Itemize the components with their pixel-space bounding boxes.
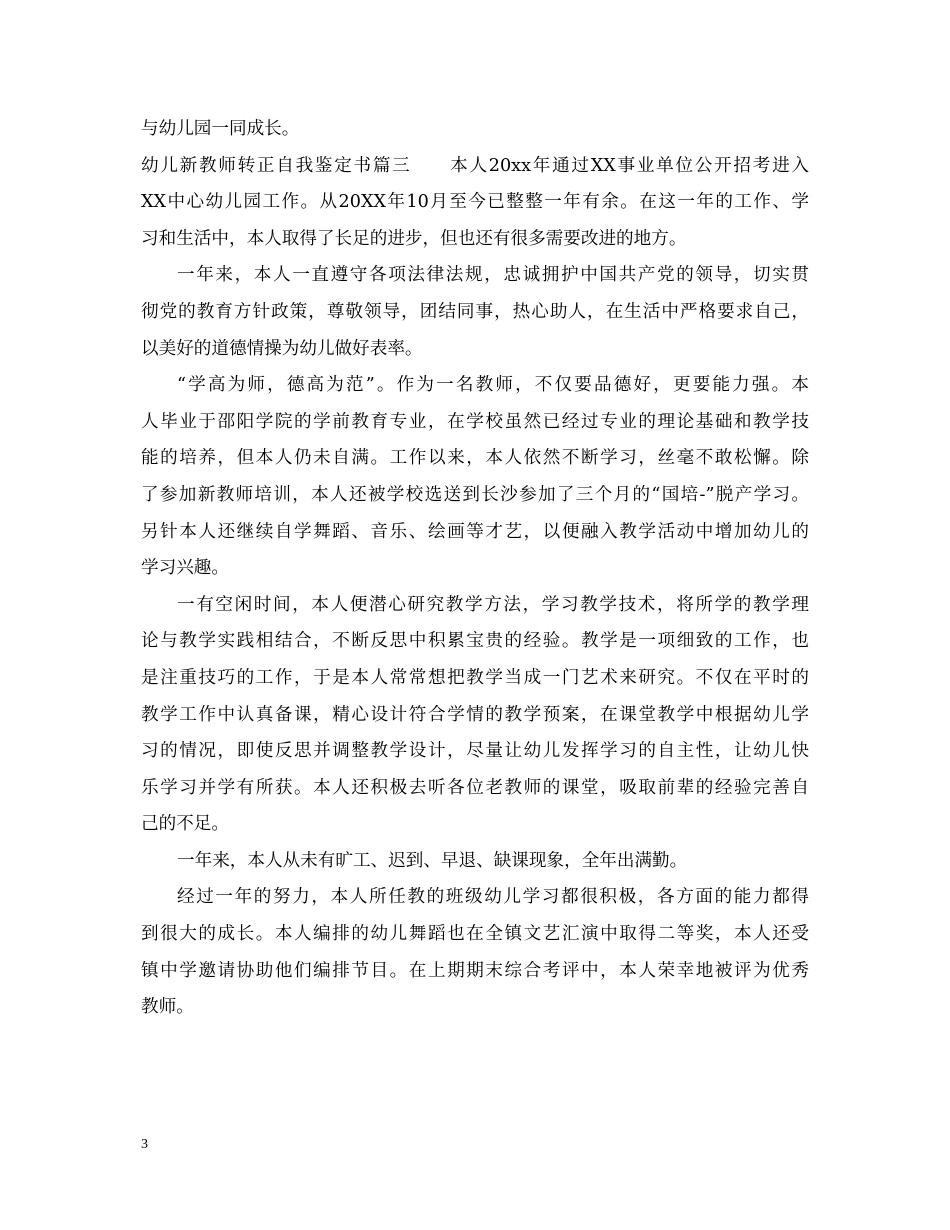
- text-line: 一年来，本人一直遵守各项法律法规，忠诚拥护中国共产党的领导，切实贯: [177, 265, 809, 286]
- text-line: 一有空闲时间，本人便潜心研究教学方法，学习教学技术，将所学的教学理: [177, 594, 809, 615]
- text-line: “学高为师，德高为范”。作为一名教师，不仅要品德好，更要能力强。本: [177, 375, 809, 396]
- text-line: 习的情况，即使反思并调整教学设计，尽量让幼儿发挥学习的自主性，让幼儿快: [141, 741, 809, 762]
- text-line: 另针本人还继续自学舞蹈、音乐、绘画等才艺，以便融入教学活动中增加幼儿的: [141, 521, 809, 542]
- text-line: 经过一年的努力，本人所任教的班级幼儿学习都很积极，各方面的能力都得: [177, 887, 809, 908]
- text-line: 到很大的成长。本人编排的幼儿舞蹈也在全镇文艺汇演中取得二等奖，本人还受: [141, 924, 809, 945]
- text-line: 彻党的教育方针政策，尊敬领导，团结同事，热心助人，在生活中严格要求自己，: [141, 301, 809, 322]
- text-line: 己的不足。: [141, 814, 229, 835]
- text-line: 一年来，本人从未有旷工、迟到、早退、缺课现象，全年出满勤。: [177, 850, 688, 871]
- text-line: 教师。: [141, 997, 194, 1018]
- text-line: 能的培养，但本人仍未自满。工作以来，本人依然不断学习，丝毫不敢松懈。除: [141, 448, 809, 469]
- text-line: 人毕业于邵阳学院的学前教育专业，在学校虽然已经过专业的理论基础和教学技: [141, 411, 809, 432]
- page-number: 3: [141, 1137, 148, 1152]
- text-line: 与幼儿园一同成长。: [141, 119, 300, 139]
- text-line: 镇中学邀请协助他们编排节目。在上期期末综合考评中，本人荣幸地被评为优秀: [141, 960, 809, 981]
- text-line: 论与教学实践相结合，不断反思中积累宝贵的经验。教学是一项细致的工作，也: [141, 631, 809, 652]
- text-line: 幼儿新教师转正自我鉴定书篇三 本人20xx年通过XX事业单位公开招考进入: [141, 155, 809, 176]
- text-line: 乐学习并学有所获。本人还积极去听各位老教师的课堂，吸取前辈的经验完善自: [141, 777, 809, 798]
- document-body: [141, 111, 809, 1026]
- text-line: 了参加新教师培训，本人还被学校选送到长沙参加了三个月的“国培-”脱产学习。: [141, 484, 809, 505]
- text-line: 学习兴趣。: [141, 558, 229, 579]
- text-line: XX中心幼儿园工作。从20XX年10月至今已整整一年有余。在这一年的工作、学: [141, 192, 809, 213]
- text-line: 习和生活中，本人取得了长足的进步，但也还有很多需要改进的地方。: [141, 228, 687, 249]
- text-line: 以美好的道德情操为幼儿做好表率。: [141, 338, 423, 359]
- text-line: 是注重技巧的工作，于是本人常常想把教学当成一门艺术来研究。不仅在平时的: [141, 667, 809, 688]
- text-line: 教学工作中认真备课，精心设计符合学情的教学预案，在课堂教学中根据幼儿学: [141, 704, 809, 725]
